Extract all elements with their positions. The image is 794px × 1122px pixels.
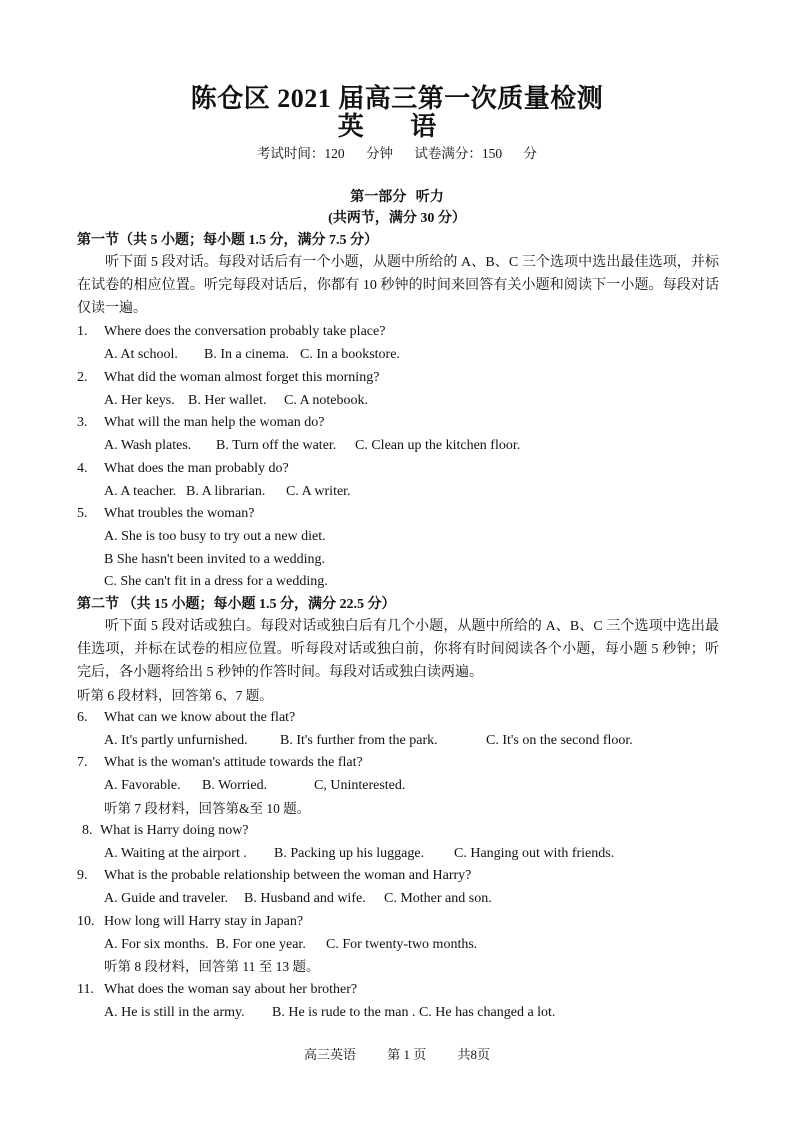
option-a: A. He is still in the army. xyxy=(104,1005,245,1020)
option-c: C. A writer. xyxy=(286,484,351,499)
option-a: A. A teacher. xyxy=(104,484,177,499)
section1-instructions: 听下面 5 段对话。每段对话后有一个小题，从题中所给的 A、B、C 三个选项中选出最佳选项，并标在试卷的相应位置。听完每段对话后，你都有 10 秒钟的时间来回答有关小题和阅读下一小题。每段对话仅读一遍。 xyxy=(77,255,719,316)
option-b: B She hasn't been invited to a wedding. xyxy=(104,552,326,567)
question-number: 8. xyxy=(82,823,93,838)
question-text: What is the woman's attitude towards the flat? xyxy=(104,755,363,770)
option-c: C. A notebook. xyxy=(284,393,369,408)
option-a: A. Waiting at the airport . xyxy=(104,846,247,861)
question-text: What is Harry doing now? xyxy=(100,823,249,838)
option-c: C. She can't fit in a dress for a wedding. xyxy=(104,574,328,589)
option-a: A. Favorable. xyxy=(104,778,181,793)
section2-heading: 第二节 （共 15 小题；每小题 1.5 分，满分 22.5 分） xyxy=(77,597,396,612)
option-a: A. Wash plates. xyxy=(104,438,192,453)
part1-subtitle: (共两节，满分 30 分） xyxy=(328,211,466,226)
option-a: A. Her keys. xyxy=(104,393,175,408)
question-text: What can we know about the flat? xyxy=(104,710,296,725)
listening-note: 听第 7 段材料，回答第&至 10 题。 xyxy=(104,801,311,816)
option-b: B. Worried. xyxy=(202,778,268,793)
question-number: 7. xyxy=(77,755,88,770)
option-c: C, Uninterested. xyxy=(314,778,406,793)
option-c: C. Hanging out with friends. xyxy=(454,846,615,861)
question-text: How long will Harry stay in Japan? xyxy=(104,914,304,929)
question-number: 3. xyxy=(77,415,88,430)
option-b: B. A librarian. xyxy=(186,484,266,499)
footer-subject: 高三英语 xyxy=(303,1047,356,1062)
option-b: B. Turn off the water. xyxy=(216,438,337,453)
question-text: What is the probable relationship between the woman and Harry? xyxy=(104,868,472,883)
section2-instructions: 听下面 5 段对话或独白。每段对话或独白后有几个小题，从题中所给的 A、B、C 三个选项中选出最佳选项，并标在试卷的相应位置。听每段对话或独白前，你将有时间阅读各个小题，每小题 5 秒钟；听完后，各小题将给出 5 秒钟的作答时间。每段对话或独白读两遍。 xyxy=(77,619,719,680)
question-number: 11. xyxy=(77,982,94,997)
option-a: A. It's partly unfurnished. xyxy=(104,733,248,748)
listening-note: 听第 8 段材料，回答第 11 至 13 题。 xyxy=(104,959,320,974)
footer-total-pages: 共8页 xyxy=(457,1047,491,1062)
question-number: 6. xyxy=(77,710,88,725)
part1-title: 第一部分 听力 xyxy=(350,190,444,205)
question-text: What does the woman say about her brother? xyxy=(104,982,358,997)
question-text: What will the man help the woman do? xyxy=(104,415,325,430)
option-c: C. It's on the second floor. xyxy=(486,733,633,748)
option-c: C. In a bookstore. xyxy=(300,347,400,362)
option-b: B. Her wallet. xyxy=(188,393,267,408)
question-number: 1. xyxy=(77,324,88,339)
option-c: C. Mother and son. xyxy=(384,891,492,906)
question-number: 9. xyxy=(77,868,88,883)
option-a: A. For six months. xyxy=(104,937,209,952)
exam-title: 陈仓区 2021 届高三第一次质量检测 xyxy=(190,84,604,113)
option-a: A. Guide and traveler. xyxy=(104,891,229,906)
option-b: B. It's further from the park. xyxy=(280,733,438,748)
option-c: C. Clean up the kitchen floor. xyxy=(355,438,521,453)
question-text: What did the woman almost forget this morning? xyxy=(104,370,380,385)
option-a: A. At school. xyxy=(104,347,178,362)
option-b: B. In a cinema. xyxy=(204,347,290,362)
option-c: C. For twenty-two months. xyxy=(326,937,478,952)
question-text: What troubles the woman? xyxy=(104,506,255,521)
question-number: 2. xyxy=(77,370,88,385)
question-number: 4. xyxy=(77,461,88,476)
question-number: 10. xyxy=(77,914,95,929)
option-b: B. Husband and wife. xyxy=(244,891,366,906)
question-text: Where does the conversation probably take place? xyxy=(104,324,386,339)
option-a: A. She is too busy to try out a new diet. xyxy=(104,529,326,544)
question-text: What does the man probably do? xyxy=(104,461,289,476)
question-number: 5. xyxy=(77,506,88,521)
section1-heading: 第一节（共 5 小题；每小题 1.5 分，满分 7.5 分） xyxy=(77,233,378,248)
option-b: B. He is rude to the man . C. He has changed a lot. xyxy=(272,1005,556,1020)
option-b: B. For one year. xyxy=(216,937,306,952)
subject-title: 英 语 xyxy=(337,112,457,141)
exam-info: 考试时间：120 分钟 试卷满分：150 分 xyxy=(256,146,538,161)
footer-page-number: 第 1 页 xyxy=(387,1047,427,1062)
page-footer xyxy=(0,1044,794,1063)
listening-note: 听第 6 段材料，回答第 6、7 题。 xyxy=(77,688,273,703)
option-b: B. Packing up his luggage. xyxy=(274,846,425,861)
